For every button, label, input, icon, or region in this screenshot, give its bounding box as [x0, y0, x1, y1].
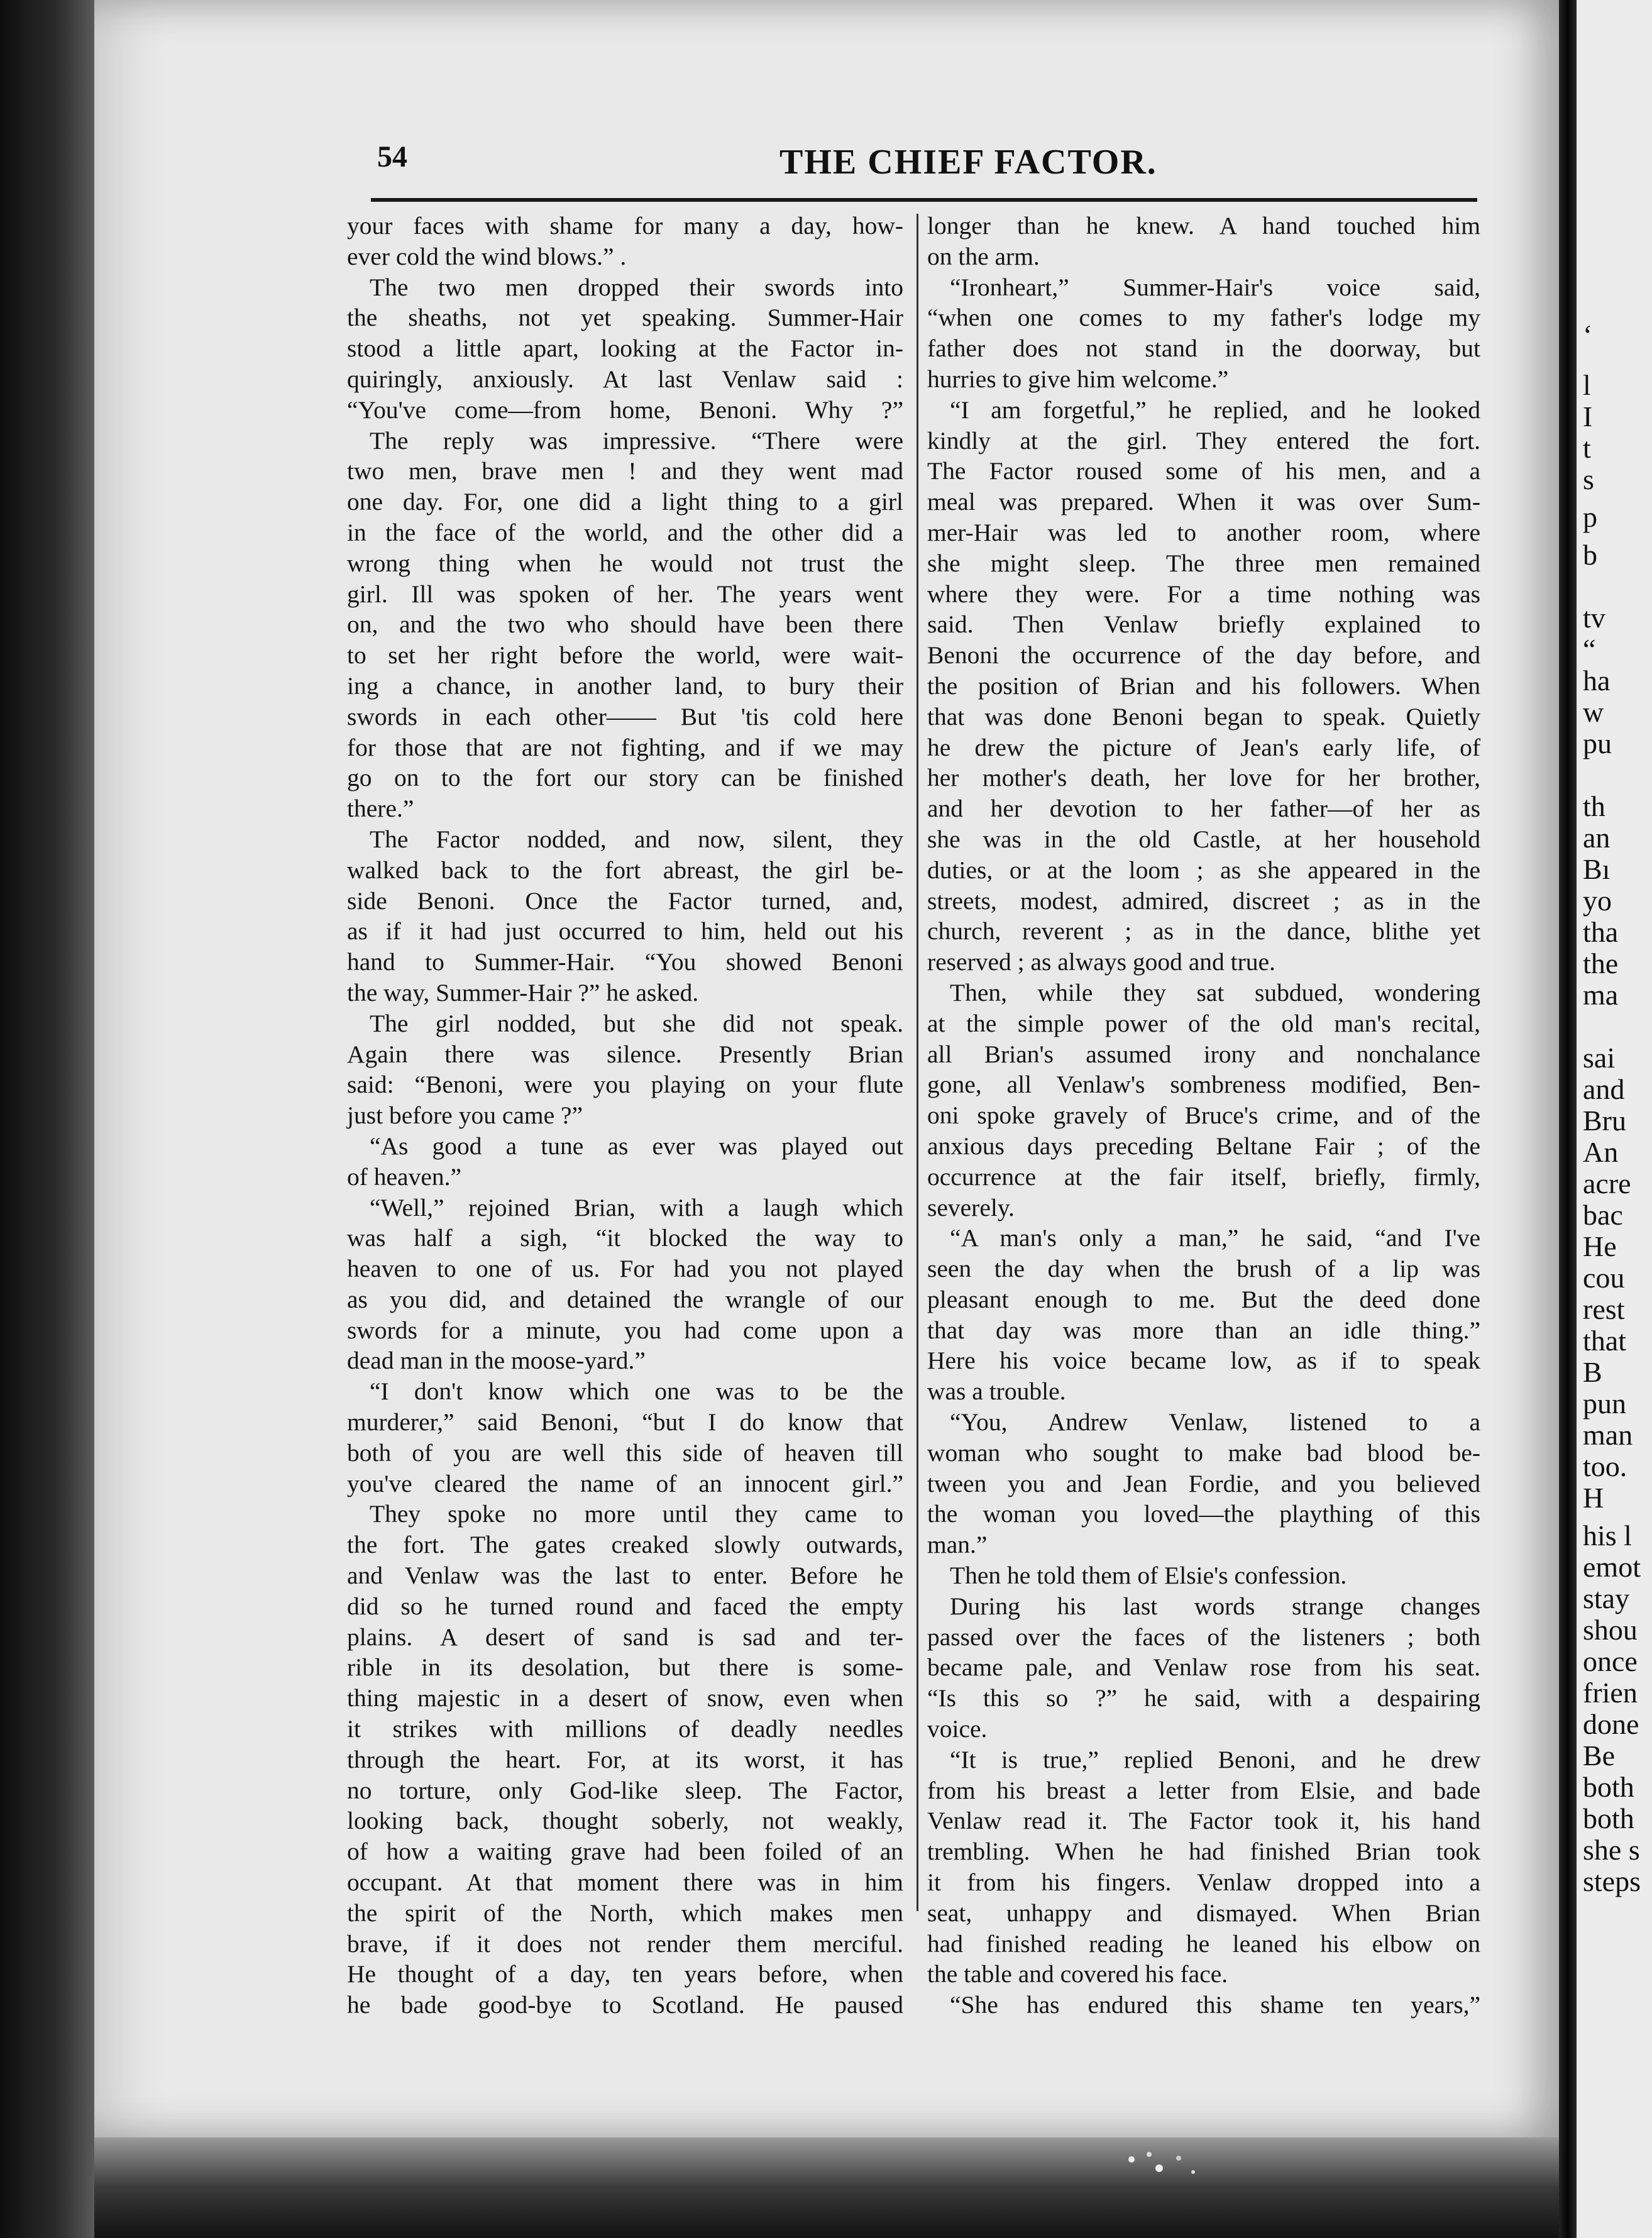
next-page-fragment: ‘: [1583, 319, 1593, 351]
page-bottom-edge: [94, 2137, 1559, 2238]
text-line: anxious days preceding Beltane Fair ; of the: [927, 1132, 1480, 1160]
text-line: “Well,” rejoined Brian, with a laugh which: [370, 1193, 903, 1221]
next-page-fragment: and: [1583, 1073, 1625, 1105]
text-line: dead man in the moose-yard.”: [347, 1347, 646, 1375]
text-line: side Benoni. Once the Factor turned, and,: [347, 886, 903, 915]
next-page-fragment: s: [1583, 463, 1594, 495]
next-page-fragment: both: [1583, 1771, 1634, 1803]
text-line: as if it had just occurred to him, held out his: [347, 917, 903, 945]
text-line: through the heart. For, at its worst, it has: [347, 1745, 903, 1773]
text-line: just before you came ?”: [347, 1101, 583, 1130]
next-page-fragment: l: [1583, 369, 1591, 401]
text-line: stood a little apart, looking at the Factor in-: [347, 334, 903, 363]
text-line: on, and the two who should have been there: [347, 610, 903, 639]
next-page-fragment: emot: [1583, 1551, 1641, 1583]
text-line: rible in its desolation, but there is some-: [347, 1653, 903, 1682]
text-line: the fort. The gates creaked slowly outwards,: [347, 1531, 903, 1559]
next-page-fragment: th: [1583, 790, 1605, 822]
next-page-fragment: pun: [1583, 1387, 1626, 1419]
text-line: severely.: [927, 1193, 1015, 1221]
text-line: she might sleep. The three men remained: [927, 549, 1480, 577]
text-line: Then he told them of Elsie's confession.: [950, 1562, 1347, 1590]
page-gutter: [1559, 0, 1577, 2238]
next-page-fragment: t: [1583, 432, 1591, 464]
text-line: oni spoke gravely of Bruce's crime, and of the: [927, 1101, 1480, 1130]
text-line: The Factor roused some of his men, and a: [927, 457, 1480, 485]
next-page-fragment: yo: [1583, 885, 1612, 917]
text-line: mer-Hair was led to another room, where: [927, 518, 1480, 546]
text-line: “Is this so ?” he said, with a despairing: [927, 1684, 1480, 1712]
text-line: both of you are well this side of heaven till: [347, 1438, 903, 1467]
text-line: ever cold the wind blows.” .: [347, 242, 627, 270]
text-line: at the simple power of the old man's recital,: [927, 1009, 1480, 1037]
next-page-fragment: both: [1583, 1802, 1634, 1834]
text-line: kindly at the girl. They entered the fort.: [927, 426, 1480, 455]
text-line: “You've come—from home, Benoni. Why ?”: [347, 395, 903, 424]
text-line: one day. For, one did a light thing to a girl: [347, 488, 903, 516]
text-line: girl. Ill was spoken of her. The years went: [347, 580, 903, 608]
text-line: man.”: [927, 1531, 988, 1559]
text-line: voice.: [927, 1715, 988, 1743]
text-line: woman who sought to make bad blood be-: [927, 1438, 1480, 1467]
next-page-fragment: I: [1583, 400, 1593, 433]
text-line: did so he turned round and faced the empty: [347, 1592, 903, 1620]
next-page-fragment: that: [1583, 1325, 1626, 1357]
running-title: THE CHIEF FACTOR.: [779, 143, 1157, 182]
text-line: He thought of a day, ten years before, when: [347, 1960, 903, 1988]
text-line: longer than he knew. A hand touched him: [927, 212, 1480, 240]
text-line: two men, brave men ! and they went mad: [347, 457, 903, 485]
text-line: said: “Benoni, were you playing on your flute: [347, 1071, 903, 1099]
text-line: “You, Andrew Venlaw, listened to a: [950, 1408, 1480, 1436]
text-line: reserved ; as always good and true.: [927, 948, 1275, 976]
text-line: The two men dropped their swords into: [370, 273, 903, 301]
next-page-fragment: He: [1583, 1230, 1617, 1262]
text-line: father does not stand in the doorway, but: [927, 334, 1480, 363]
text-line: was a trouble.: [927, 1377, 1066, 1406]
text-line: of how a waiting grave had been foiled of an: [347, 1838, 903, 1866]
next-page-fragment: H: [1583, 1482, 1604, 1514]
next-page-fragment: done: [1583, 1708, 1639, 1740]
text-line: and Venlaw was the last to enter. Before he: [347, 1562, 903, 1590]
text-line: meal was prepared. When it was over Sum-: [927, 488, 1480, 516]
text-line: swords in each other—— But 'tis cold here: [347, 702, 903, 730]
next-page-fragment: once: [1583, 1645, 1638, 1677]
next-page-fragment: shou: [1583, 1614, 1638, 1646]
text-line: all Brian's assumed irony and nonchalance: [927, 1040, 1480, 1068]
text-line: occupant. At that moment there was in him: [347, 1868, 903, 1897]
next-page-fragment: ha: [1583, 664, 1611, 697]
next-page-fragment: sai: [1583, 1042, 1616, 1074]
text-line: seat, unhappy and dismayed. When Brian: [927, 1899, 1480, 1927]
text-line: her mother's death, her love for her brother,: [927, 764, 1480, 792]
text-line: “A man's only a man,” he said, “and I've: [950, 1224, 1480, 1252]
text-line: wrong thing when he would not trust the: [347, 549, 903, 577]
text-line: for those that are not fighting, and if we may: [347, 733, 903, 761]
text-line: as you did, and detained the wrangle of our: [347, 1285, 903, 1313]
next-page-fragment: ma: [1583, 979, 1619, 1011]
text-line: no torture, only God-like sleep. The Factor,: [347, 1776, 903, 1804]
text-line: seen the day when the brush of a lip was: [927, 1255, 1480, 1283]
text-line: The girl nodded, but she did not speak.: [370, 1009, 903, 1037]
next-page-fragment: tv: [1583, 602, 1605, 634]
text-line: hand to Summer-Hair. “You showed Benoni: [347, 948, 903, 976]
next-page-fragment: steps: [1583, 1865, 1641, 1897]
text-line: the way, Summer-Hair ?” he asked.: [347, 978, 699, 1006]
text-line: had finished reading he leaned his elbow on: [927, 1929, 1480, 1958]
text-line: pleasant enough to me. But the deed done: [927, 1285, 1480, 1313]
next-page-fragment: his l: [1583, 1519, 1632, 1552]
text-line: plains. A desert of sand is sad and ter-: [347, 1623, 903, 1651]
text-line: that was done Benoni began to speak. Quietly: [927, 702, 1480, 730]
text-line: murderer,” said Benoni, “but I do know that: [347, 1408, 903, 1436]
next-page-fragment: stay: [1583, 1582, 1630, 1614]
left-column: [347, 211, 903, 2020]
text-line: there.”: [347, 795, 414, 823]
text-line: The Factor nodded, and now, silent, they: [370, 825, 903, 853]
next-page-fragment: acre: [1583, 1167, 1631, 1199]
text-line: the sheaths, not yet speaking. Summer-Hair: [347, 304, 903, 332]
text-line: in the face of the world, and the other did a: [347, 518, 903, 546]
text-line: and her devotion to her father—of her as: [927, 795, 1480, 823]
text-line: “I don't know which one was to be the: [370, 1377, 903, 1406]
text-line: said. Then Venlaw briefly explained to: [927, 610, 1480, 639]
text-line: it from his fingers. Venlaw dropped into a: [927, 1868, 1480, 1897]
text-line: on the arm.: [927, 242, 1040, 270]
text-line: that day was more than an idle thing.”: [927, 1316, 1480, 1344]
text-line: Here his voice became low, as if to speak: [927, 1347, 1480, 1375]
text-line: where they were. For a time nothing was: [927, 580, 1480, 608]
text-line: the woman you loved—the plaything of this: [927, 1500, 1480, 1528]
binding-shadow: [0, 0, 94, 2238]
text-line: looking back, thought soberly, not weakly,: [347, 1807, 903, 1835]
text-line: it strikes with millions of deadly needles: [347, 1715, 903, 1743]
next-page-fragment: Bı: [1583, 853, 1611, 885]
text-line: the table and covered his face.: [927, 1960, 1228, 1988]
text-line: During his last words strange changes: [950, 1592, 1480, 1620]
text-line: Then, while they sat subdued, wondering: [950, 978, 1480, 1006]
text-line: They spoke no more until they came to: [370, 1500, 903, 1528]
text-line: was half a sigh, “it blocked the way to: [347, 1224, 903, 1252]
text-line: she was in the old Castle, at her household: [927, 825, 1480, 853]
text-line: from his breast a letter from Elsie, and bade: [927, 1776, 1480, 1804]
text-line: church, reverent ; as in the dance, blithe yet: [927, 917, 1480, 945]
text-line: thing majestic in a desert of snow, even when: [347, 1684, 903, 1712]
column-divider: [917, 214, 918, 1911]
next-page-fragment: w: [1583, 696, 1604, 728]
text-line: ing a chance, in another land, to bury their: [347, 671, 903, 700]
text-line: “She has endured this shame ten years,”: [950, 1991, 1480, 2019]
text-line: quiringly, anxiously. At last Venlaw said :: [347, 365, 903, 393]
text-line: swords for a minute, you had come upon a: [347, 1316, 903, 1344]
text-line: “As good a tune as ever was played out: [370, 1132, 903, 1160]
next-page-fragment: cou: [1583, 1262, 1625, 1294]
text-line: the spirit of the North, which makes men: [347, 1899, 903, 1927]
next-page-fragment: An: [1583, 1136, 1619, 1168]
next-page-fragment: rest: [1583, 1293, 1625, 1325]
text-line: occurrence at the fair itself, briefly, firmly,: [927, 1162, 1480, 1191]
text-line: heaven to one of us. For had you not played: [347, 1255, 903, 1283]
next-page-fragment: p: [1583, 501, 1597, 533]
text-line: the position of Brian and his followers. When: [927, 671, 1480, 700]
text-line: duties, or at the loom ; as she appeared in the: [927, 856, 1480, 884]
text-line: streets, modest, admired, discreet ; as in the: [927, 886, 1480, 915]
next-page-fragment: bac: [1583, 1199, 1623, 1231]
text-line: go on to the fort our story can be finished: [347, 764, 903, 792]
text-line: Venlaw read it. The Factor took it, his hand: [927, 1807, 1480, 1835]
text-line: gone, all Venlaw's sombreness modified, Ben-: [927, 1071, 1480, 1099]
text-line: walked back to the fort abreast, the girl be-: [347, 856, 903, 884]
text-line: your faces with shame for many a day, how-: [347, 212, 903, 240]
next-page-fragment: man: [1583, 1419, 1633, 1451]
next-page-fragment: Be: [1583, 1739, 1616, 1772]
text-line: passed over the faces of the listeners ; both: [927, 1623, 1480, 1651]
text-line: he bade good-bye to Scotland. He paused: [347, 1991, 903, 2019]
next-page-fragment: Bru: [1583, 1105, 1626, 1137]
text-line: Benoni the occurrence of the day before, and: [927, 641, 1480, 670]
text-line: he drew the picture of Jean's early life, of: [927, 733, 1480, 761]
next-page-fragment: too.: [1583, 1450, 1627, 1482]
text-line: The reply was impressive. “There were: [370, 426, 903, 455]
next-page-fragment: an: [1583, 822, 1611, 854]
next-page-fragment: she s: [1583, 1834, 1640, 1866]
right-column: [927, 211, 1480, 2020]
scan-specks: [1119, 2141, 1207, 2191]
text-line: to set her right before the world, were wait-: [347, 641, 903, 670]
next-page-edge: [1577, 0, 1652, 2238]
text-line: became pale, and Venlaw rose from his seat.: [927, 1653, 1480, 1682]
next-page-fragment: pu: [1583, 727, 1612, 759]
text-line: hurries to give him welcome.”: [927, 365, 1229, 393]
next-page-fragment: b: [1583, 539, 1597, 571]
text-line: “It is true,” replied Benoni, and he drew: [950, 1745, 1480, 1773]
text-line: Again there was silence. Presently Brian: [347, 1040, 903, 1068]
text-line: “when one comes to my father's lodge my: [927, 304, 1480, 332]
text-line: “Ironheart,” Summer-Hair's voice said,: [950, 273, 1480, 301]
page-number: 54: [377, 140, 407, 174]
header-rule: [371, 198, 1477, 202]
next-page-fragment: the: [1583, 947, 1619, 979]
next-page-fragment: tha: [1583, 916, 1619, 948]
text-line: you've cleared the name of an innocent girl.”: [347, 1469, 903, 1497]
next-page-fragment: “: [1583, 633, 1596, 665]
next-page-fragment: frien: [1583, 1677, 1638, 1709]
next-page-fragment: B: [1583, 1356, 1602, 1388]
text-line: brave, if it does not render them merciful.: [347, 1929, 903, 1958]
text-line: “I am forgetful,” he replied, and he looked: [950, 395, 1480, 424]
text-line: of heaven.”: [347, 1162, 462, 1191]
text-line: trembling. When he had finished Brian took: [927, 1838, 1480, 1866]
text-line: tween you and Jean Fordie, and you believed: [927, 1469, 1480, 1497]
